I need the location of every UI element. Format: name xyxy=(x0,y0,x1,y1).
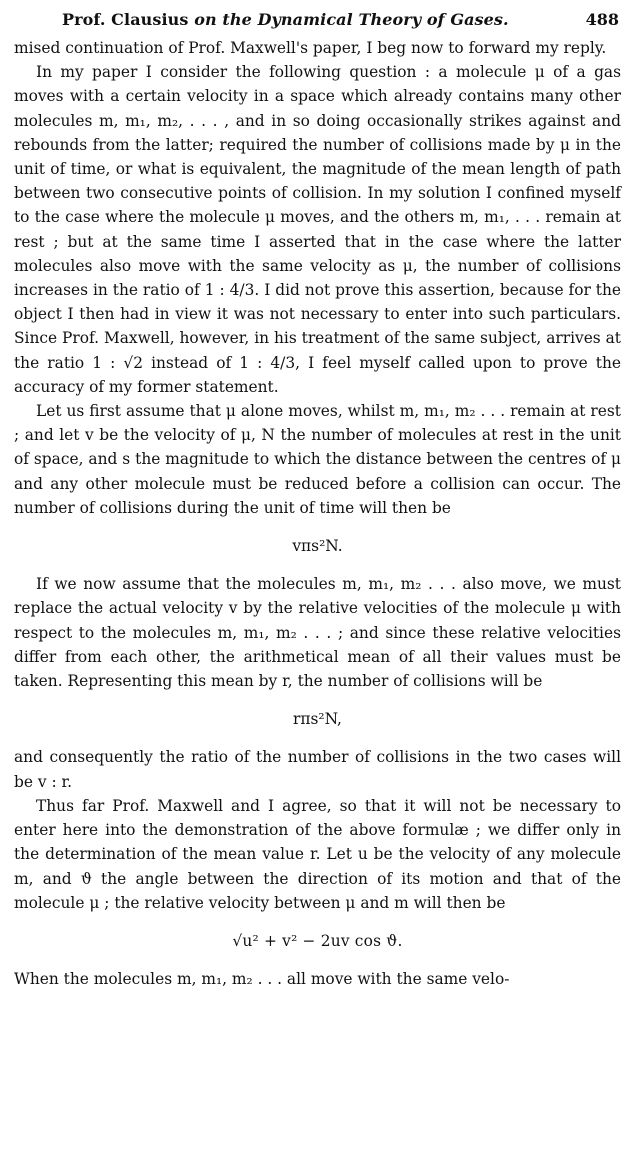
paragraph-assumption: Let us first assume that μ alone moves, whilst m, m₁, m₂ . . . remain at rest ; and let v be the velocity of μ, N the number of molecules at rest in the unit of space, and s the magnitude to which the distance between the centres of μ and any other molecule must be reduced before a collision can occur. The number of collisions during the unit of time will then be xyxy=(14,402,621,517)
running-header xyxy=(14,8,621,36)
paragraph-continuation: mised continuation of Prof. Maxwell's paper, I beg now to forward my reply. xyxy=(14,39,607,57)
paragraph-ratio: and consequently the ratio of the number of collisions in the two cases will be v : r. xyxy=(14,748,621,791)
formula-relative-velocity: √u² + v² − 2uv cos ϑ. xyxy=(232,931,403,950)
paragraph-final-line: When the molecules m, m₁, m₂ . . . all move with the same velo- xyxy=(14,970,510,989)
running-title-subject: the Dynamical Theory of Gases. xyxy=(222,10,509,29)
paragraph-question: In my paper I consider the following question : a molecule μ of a gas moves with a certain velocity in a space which already contains many other molecules m, m₁, m₂, . . . , and in so doing occasionally strikes against and rebounds from the latter; required the number of collisions made by μ in the unit of time, or what is equivalent, the magnitude of the mean length of path between two consecutive points of collision. In my solution I confined myself to the case where the molecule μ moves, and the others m, m₁, . . . remain at rest ; but at the same time I asserted that in the case where the latter molecules also move with the same velocity as μ, the number of collisions increases in the ratio of 1 : 4/3. I did not prove this assertion, because for the object I then had in view it was not necessary to enter into such particulars. Since Prof. Maxwell, however, in his treatment of the same subject, arrives at the ratio 1 : √2 instead of 1 : 4/3, I feel myself called upon to prove the accuracy of my former statement. xyxy=(14,63,621,396)
page-number: 488 xyxy=(585,10,619,29)
running-title-author: Prof. Clausius xyxy=(62,10,189,29)
running-title xyxy=(62,8,509,32)
paragraph-agreement: Thus far Prof. Maxwell and I agree, so that it will not be necessary to enter here into the demonstration of the above formulæ ; we differ only in the determination of the mean value r. Let u be the velocity of any molecule m, and ϑ the angle between the direction of its motion and that of the molecule μ ; the relative velocity between μ and m will then be xyxy=(14,796,621,912)
formula-collisions-moving: rπs²N, xyxy=(293,710,342,729)
formula-collisions-at-rest: vπs²N. xyxy=(292,537,343,556)
running-title-on: on xyxy=(194,10,217,29)
paragraph-relative-velocity: If we now assume that the molecules m, m₁, m₂ . . . also move, we must replace the actual velocity v by the relative velocities of the molecule μ with respect to the molecules m, m₁, m₂ . . . ; and since these relative velocities differ from each other, the arithmetical mean of all their values must be taken. Representing this mean by r, the number of collisions will be xyxy=(14,575,621,691)
